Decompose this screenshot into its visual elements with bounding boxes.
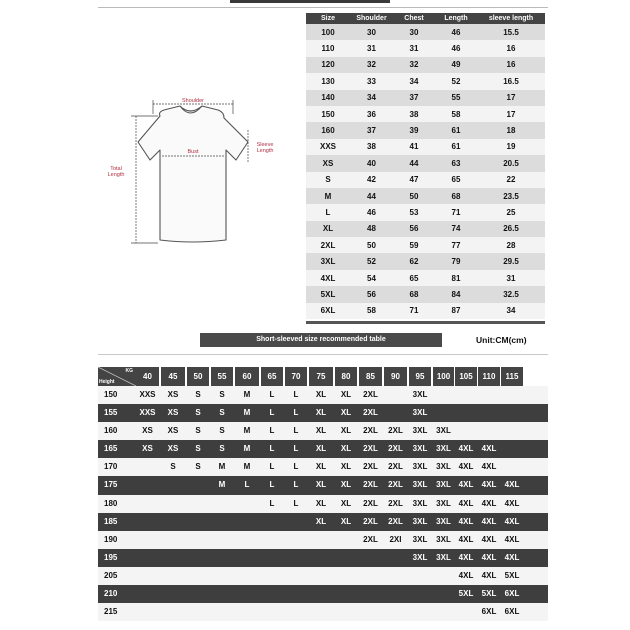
height-label: Height xyxy=(99,379,115,385)
corner-cell xyxy=(98,367,136,386)
size-chart-cell: 22 xyxy=(477,172,545,188)
recommended-row xyxy=(98,603,548,621)
size-recommendation-cell: L xyxy=(244,480,250,490)
size-recommendation-cell: 4XL xyxy=(504,552,520,562)
size-recommendation-cell: 3XL xyxy=(436,444,451,454)
size-chart-row xyxy=(306,73,545,89)
size-chart-cell: 56 xyxy=(350,286,393,302)
size-chart-cell: 42 xyxy=(350,172,393,188)
size-recommendation-cell: L xyxy=(269,408,275,418)
height-cell: 175 xyxy=(104,480,118,490)
size-recommendation-cell: 3XL xyxy=(436,480,451,490)
header-sleeve-length: sleeve length xyxy=(477,13,545,24)
size-recommendation-cell: 2XL xyxy=(388,462,403,472)
recommended-row xyxy=(98,386,548,404)
header-chest: Chest xyxy=(393,13,435,24)
size-recommendation-cell: XL xyxy=(340,516,352,526)
size-chart-cell: 33 xyxy=(350,73,393,89)
kg-header-cell: 80 xyxy=(335,367,357,386)
size-chart-cell: 37 xyxy=(350,122,393,138)
recommended-row xyxy=(98,513,548,531)
kg-header-cell: 110 xyxy=(478,367,500,386)
size-chart-row xyxy=(306,24,545,40)
size-recommendation-cell: 3XL xyxy=(412,462,428,472)
size-chart-cell: 87 xyxy=(435,303,477,319)
size-recommendation-cell: 5XL xyxy=(504,570,520,580)
size-chart-row xyxy=(306,106,545,122)
size-recommendation-cell: 4XL xyxy=(504,516,520,526)
size-recommendation-cell: 2XL xyxy=(363,462,378,472)
height-cell: 165 xyxy=(104,444,118,454)
size-chart-cell: XL xyxy=(306,221,350,237)
size-chart-cell: XS xyxy=(306,155,350,171)
size-recommendation-cell: S xyxy=(195,462,201,472)
size-recommendation-cell: 2XL xyxy=(363,408,378,418)
size-recommendation-cell: 2XL xyxy=(388,444,403,454)
size-recommendation-cell: XL xyxy=(315,408,327,418)
size-recommendation-cell: 6XL xyxy=(504,589,520,599)
size-chart-cell: 5XL xyxy=(306,286,350,302)
size-recommendation-cell: 3XL xyxy=(412,552,428,562)
size-recommendation-cell: 3XL xyxy=(412,426,428,436)
size-chart-body xyxy=(306,24,545,319)
size-recommendation-cell: XL xyxy=(340,426,352,436)
recommended-row xyxy=(98,440,548,458)
size-recommendation-cell: XL xyxy=(315,444,327,454)
size-chart-cell: 48 xyxy=(350,221,393,237)
size-recommendation-cell: 4XL xyxy=(458,444,474,454)
size-chart-cell: 65 xyxy=(393,270,435,286)
size-chart-cell: 34 xyxy=(350,90,393,106)
size-chart-cell: 160 xyxy=(306,122,350,138)
size-recommendation-cell: 4XL xyxy=(481,444,497,454)
size-chart-cell: 150 xyxy=(306,106,350,122)
shoulder-label: Shoulder xyxy=(181,98,205,104)
size-chart-cell: 19 xyxy=(477,139,545,155)
size-chart-row xyxy=(306,172,545,188)
size-recommendation-cell: XL xyxy=(315,390,327,399)
size-recommendation-cell: M xyxy=(243,444,251,454)
size-recommendation-cell: 2XL xyxy=(388,426,403,436)
tshirt-diagram xyxy=(98,90,288,255)
size-recommendation-cell: 2XL xyxy=(363,516,378,526)
height-cell: 195 xyxy=(104,552,118,562)
size-chart-cell: 68 xyxy=(393,286,435,302)
size-recommendation-cell: 4XL xyxy=(458,480,474,490)
size-recommendation-cell: 3XL xyxy=(412,444,428,454)
recommended-row xyxy=(98,422,548,440)
size-chart-cell: 52 xyxy=(350,253,393,269)
size-recommendation-cell: XL xyxy=(315,426,327,436)
size-chart-cell: 34 xyxy=(477,303,545,319)
size-recommendation-cell: XL xyxy=(315,516,327,526)
size-chart-cell: 31 xyxy=(477,270,545,286)
size-chart-row xyxy=(306,253,545,269)
size-chart-cell: 74 xyxy=(435,221,477,237)
size-chart-cell: 15.5 xyxy=(477,24,545,40)
size-chart-cell: 46 xyxy=(350,204,393,220)
size-recommendation-cell: XS xyxy=(167,426,179,436)
recommended-row xyxy=(98,458,548,476)
size-chart-cell: 120 xyxy=(306,57,350,73)
size-chart-cell: 40 xyxy=(350,155,393,171)
recommended-size-table xyxy=(98,367,548,621)
size-recommendation-cell: S xyxy=(219,408,225,418)
size-recommendation-cell: 4XL xyxy=(504,498,520,508)
size-recommendation-cell: 3XL xyxy=(436,552,451,562)
size-chart-cell: 41 xyxy=(393,139,435,155)
kg-header-cell: 115 xyxy=(501,367,523,386)
size-recommendation-cell: 3XL xyxy=(412,534,428,544)
size-chart-cell: 39 xyxy=(393,122,435,138)
size-chart-cell: 29.5 xyxy=(477,253,545,269)
size-chart-header-row xyxy=(306,13,545,24)
size-recommendation-cell: L xyxy=(269,480,275,490)
size-recommendation-cell: 2XL xyxy=(363,390,378,399)
size-recommendation-cell: XS xyxy=(167,390,179,399)
recommended-row xyxy=(98,476,548,494)
size-recommendation-cell: XL xyxy=(315,480,327,490)
size-recommendation-cell: L xyxy=(293,390,299,399)
size-recommendation-cell: M xyxy=(243,462,251,472)
size-chart-cell: 71 xyxy=(393,303,435,319)
size-recommendation-cell: 4XL xyxy=(458,516,474,526)
size-chart-cell: 50 xyxy=(350,237,393,253)
size-chart-row xyxy=(306,237,545,253)
size-chart-cell: 130 xyxy=(306,73,350,89)
size-recommendation-cell: L xyxy=(269,390,275,399)
kg-header-cell: 60 xyxy=(235,367,259,386)
height-cell: 210 xyxy=(104,589,118,599)
height-cell: 180 xyxy=(104,498,118,508)
size-recommendation-cell: L xyxy=(293,444,299,454)
size-chart-cell: 30 xyxy=(350,24,393,40)
size-chart-row xyxy=(306,139,545,155)
size-chart-cell: 47 xyxy=(393,172,435,188)
size-chart-cell: 38 xyxy=(350,139,393,155)
size-chart-cell: 6XL xyxy=(306,303,350,319)
size-recommendation-cell: S xyxy=(195,390,201,399)
size-chart-row xyxy=(306,188,545,204)
size-chart-cell: 44 xyxy=(350,188,393,204)
size-chart-cell: 17 xyxy=(477,106,545,122)
size-recommendation-cell: 2XL xyxy=(363,534,378,544)
size-chart-cell: 25 xyxy=(477,204,545,220)
size-chart-cell: 49 xyxy=(435,57,477,73)
size-chart-cell: 26.5 xyxy=(477,221,545,237)
size-recommendation-cell: L xyxy=(269,426,275,436)
size-chart-cell: 110 xyxy=(306,40,350,56)
size-recommendation-cell: 2XI xyxy=(389,534,402,544)
size-chart-cell: 23.5 xyxy=(477,188,545,204)
top-header-strip xyxy=(230,0,390,3)
size-recommendation-cell: 4XL xyxy=(481,498,497,508)
height-cell: 215 xyxy=(104,607,118,617)
size-chart-cell: 59 xyxy=(393,237,435,253)
size-recommendation-cell: XL xyxy=(340,408,352,418)
size-chart-cell: 77 xyxy=(435,237,477,253)
size-recommendation-cell: 4XL xyxy=(481,534,497,544)
recommended-row xyxy=(98,549,548,567)
size-chart-cell: 20.5 xyxy=(477,155,545,171)
recommended-row xyxy=(98,585,548,603)
size-recommendation-cell: S xyxy=(170,462,176,472)
size-recommendation-cell: 4XL xyxy=(481,480,497,490)
recommended-body xyxy=(98,386,548,621)
size-chart-cell: 36 xyxy=(350,106,393,122)
height-cell: 160 xyxy=(104,426,118,436)
header-length: Length xyxy=(435,13,477,24)
bust-label: Bust xyxy=(187,149,199,155)
size-recommendation-cell: 4XL xyxy=(481,516,497,526)
size-recommendation-cell: L xyxy=(269,498,275,508)
size-chart-cell: 30 xyxy=(393,24,435,40)
size-recommendation-cell: S xyxy=(219,390,225,399)
size-recommendation-cell: 4XL xyxy=(458,498,474,508)
size-recommendation-cell: 6XL xyxy=(481,607,497,617)
size-recommendation-cell: 4XL xyxy=(458,462,474,472)
size-recommendation-cell: S xyxy=(195,426,201,436)
size-chart-cell: 32.5 xyxy=(477,286,545,302)
size-chart-cell: 44 xyxy=(393,155,435,171)
sleeve-length-label: Sleeve Length xyxy=(256,142,274,155)
kg-header-cell: 70 xyxy=(285,367,307,386)
size-chart-cell: 34 xyxy=(393,73,435,89)
size-recommendation-cell: 3XL xyxy=(412,390,428,399)
kg-header-cell: 65 xyxy=(261,367,283,386)
size-recommendation-cell: 2XL xyxy=(388,480,403,490)
size-chart-row xyxy=(306,90,545,106)
size-recommendation-cell: M xyxy=(218,462,226,472)
size-recommendation-cell: 4XL xyxy=(481,462,497,472)
recommended-row xyxy=(98,495,548,513)
size-chart-cell: 50 xyxy=(393,188,435,204)
size-recommendation-cell: 4XL xyxy=(458,552,474,562)
size-recommendation-cell: L xyxy=(293,408,299,418)
size-recommendation-cell: 2XL xyxy=(363,480,378,490)
size-recommendation-cell: XXS xyxy=(139,390,156,399)
height-cell: 205 xyxy=(104,570,118,580)
size-chart-cell: XXS xyxy=(306,139,350,155)
height-cell: 155 xyxy=(104,408,118,418)
size-recommendation-cell: 4XL xyxy=(458,534,474,544)
size-recommendation-cell: M xyxy=(243,426,251,436)
kg-header-cell: 95 xyxy=(409,367,431,386)
height-cell: 190 xyxy=(104,534,118,544)
size-chart-cell: 68 xyxy=(435,188,477,204)
size-chart-cell: 81 xyxy=(435,270,477,286)
size-chart-cell: 54 xyxy=(350,270,393,286)
kg-header-cell: 90 xyxy=(384,367,407,386)
size-recommendation-cell: XL xyxy=(315,462,327,472)
size-chart-cell: 3XL xyxy=(306,253,350,269)
size-chart-cell: 46 xyxy=(435,24,477,40)
kg-header-cell: 100 xyxy=(433,367,454,386)
size-chart-cell: 46 xyxy=(435,40,477,56)
size-chart-row xyxy=(306,303,545,319)
kg-header-cell: 45 xyxy=(161,367,185,386)
size-chart-cell: 18 xyxy=(477,122,545,138)
mid-divider xyxy=(98,354,548,355)
size-recommendation-cell: 3XL xyxy=(436,516,451,526)
size-recommendation-cell: 4XL xyxy=(481,570,497,580)
size-chart-cell: 63 xyxy=(435,155,477,171)
size-chart-row xyxy=(306,40,545,56)
size-recommendation-cell: M xyxy=(243,408,251,418)
size-recommendation-cell: M xyxy=(218,480,226,490)
size-recommendation-cell: L xyxy=(269,462,275,472)
recommended-row xyxy=(98,531,548,549)
height-cell: 185 xyxy=(104,516,118,526)
size-chart-bottom-rule xyxy=(306,321,545,324)
size-chart-cell: 2XL xyxy=(306,237,350,253)
kg-header-cell: 105 xyxy=(455,367,477,386)
size-recommendation-cell: XS xyxy=(142,444,153,454)
size-recommendation-cell: 2XL xyxy=(363,444,378,454)
kg-header-cell: 75 xyxy=(309,367,333,386)
size-chart-cell: 58 xyxy=(435,106,477,122)
height-cell: 170 xyxy=(104,462,118,472)
kg-header-cell: 50 xyxy=(187,367,209,386)
size-recommendation-cell: 3XL xyxy=(436,426,451,436)
kg-label: KG xyxy=(125,368,133,374)
recommended-header-row xyxy=(98,367,548,386)
size-recommendation-cell: 5XL xyxy=(458,589,474,599)
size-chart-cell: S xyxy=(306,172,350,188)
size-recommendation-cell: XL xyxy=(340,480,352,490)
size-chart-row xyxy=(306,221,545,237)
size-chart-cell: 56 xyxy=(393,221,435,237)
size-chart-cell: 55 xyxy=(435,90,477,106)
size-recommendation-cell: M xyxy=(243,390,251,399)
size-recommendation-cell: L xyxy=(293,462,299,472)
size-chart-row xyxy=(306,122,545,138)
size-recommendation-cell: S xyxy=(195,444,201,454)
size-chart-cell: 140 xyxy=(306,90,350,106)
size-chart-cell: L xyxy=(306,204,350,220)
size-recommendation-cell: 4XL xyxy=(504,534,520,544)
size-chart-cell: 28 xyxy=(477,237,545,253)
size-chart-cell: 16 xyxy=(477,57,545,73)
size-chart-cell: 61 xyxy=(435,139,477,155)
size-recommendation-cell: XS xyxy=(142,426,153,436)
size-recommendation-cell: 2XL xyxy=(363,426,378,436)
size-recommendation-cell: 2XL xyxy=(388,498,403,508)
size-chart-cell: 37 xyxy=(393,90,435,106)
size-recommendation-cell: S xyxy=(219,426,225,436)
size-recommendation-cell: S xyxy=(195,408,201,418)
size-chart-row xyxy=(306,286,545,302)
size-chart-cell: 100 xyxy=(306,24,350,40)
recommended-table-caption: Short-sleeved size recommended table xyxy=(200,333,442,347)
kg-header-cell: 85 xyxy=(359,367,382,386)
size-chart-cell: 58 xyxy=(350,303,393,319)
size-chart-cell: 32 xyxy=(350,57,393,73)
size-recommendation-cell: XL xyxy=(340,390,352,399)
size-chart-cell: 79 xyxy=(435,253,477,269)
size-recommendation-cell: 4XL xyxy=(481,552,497,562)
size-chart-cell: M xyxy=(306,188,350,204)
size-recommendation-cell: XXS xyxy=(139,408,156,418)
recommended-row xyxy=(98,567,548,585)
size-chart-cell: 31 xyxy=(350,40,393,56)
size-recommendation-cell: XL xyxy=(340,498,352,508)
size-recommendation-cell: 2XL xyxy=(388,516,403,526)
size-recommendation-cell: XL xyxy=(340,444,352,454)
size-recommendation-cell: XL xyxy=(340,462,352,472)
recommended-row xyxy=(98,404,548,422)
size-recommendation-cell: XS xyxy=(167,444,179,454)
size-chart-cell: 65 xyxy=(435,172,477,188)
header-shoulder: Shoulder xyxy=(350,13,393,24)
size-chart-row xyxy=(306,155,545,171)
kg-header-cell: 40 xyxy=(136,367,159,386)
size-recommendation-cell: 4XL xyxy=(458,570,474,580)
size-chart-row xyxy=(306,270,545,286)
total-length-label: Total Length xyxy=(107,166,125,179)
size-chart-cell: 38 xyxy=(393,106,435,122)
size-recommendation-cell: 4XL xyxy=(504,480,520,490)
size-recommendation-cell: L xyxy=(293,480,299,490)
size-chart-cell: 4XL xyxy=(306,270,350,286)
size-chart-table xyxy=(306,13,545,319)
size-chart-cell: 17 xyxy=(477,90,545,106)
size-recommendation-cell: 2XL xyxy=(363,498,378,508)
header-size: Size xyxy=(306,13,350,24)
size-chart-cell: 16.5 xyxy=(477,73,545,89)
size-chart-cell: 16 xyxy=(477,40,545,56)
size-recommendation-cell: L xyxy=(269,444,275,454)
size-chart-cell: 52 xyxy=(435,73,477,89)
size-recommendation-cell: 3XL xyxy=(412,408,428,418)
size-recommendation-cell: 5XL xyxy=(481,589,497,599)
size-chart-cell: 71 xyxy=(435,204,477,220)
size-chart-cell: 53 xyxy=(393,204,435,220)
size-recommendation-cell: 3XL xyxy=(436,498,451,508)
size-recommendation-cell: 3XL xyxy=(436,462,451,472)
size-recommendation-cell: 3XL xyxy=(412,516,428,526)
size-chart-row xyxy=(306,57,545,73)
size-recommendation-cell: 3XL xyxy=(436,534,451,544)
kg-header-cell: 55 xyxy=(211,367,233,386)
top-divider xyxy=(98,7,548,8)
size-chart-row xyxy=(306,204,545,220)
size-recommendation-cell: 6XL xyxy=(504,607,520,617)
height-cell: 150 xyxy=(104,390,118,399)
size-recommendation-cell: 3XL xyxy=(412,498,428,508)
size-chart-cell: 62 xyxy=(393,253,435,269)
unit-label: Unit:CM(cm) xyxy=(476,335,527,345)
size-recommendation-cell: XL xyxy=(315,498,327,508)
size-recommendation-cell: L xyxy=(293,498,299,508)
size-recommendation-cell: 3XL xyxy=(412,480,428,490)
size-recommendation-cell: S xyxy=(219,444,225,454)
size-recommendation-cell: L xyxy=(293,426,299,436)
size-chart-cell: 61 xyxy=(435,122,477,138)
size-chart-cell: 31 xyxy=(393,40,435,56)
size-recommendation-cell: XS xyxy=(167,408,179,418)
size-chart-cell: 32 xyxy=(393,57,435,73)
size-chart-cell: 84 xyxy=(435,286,477,302)
